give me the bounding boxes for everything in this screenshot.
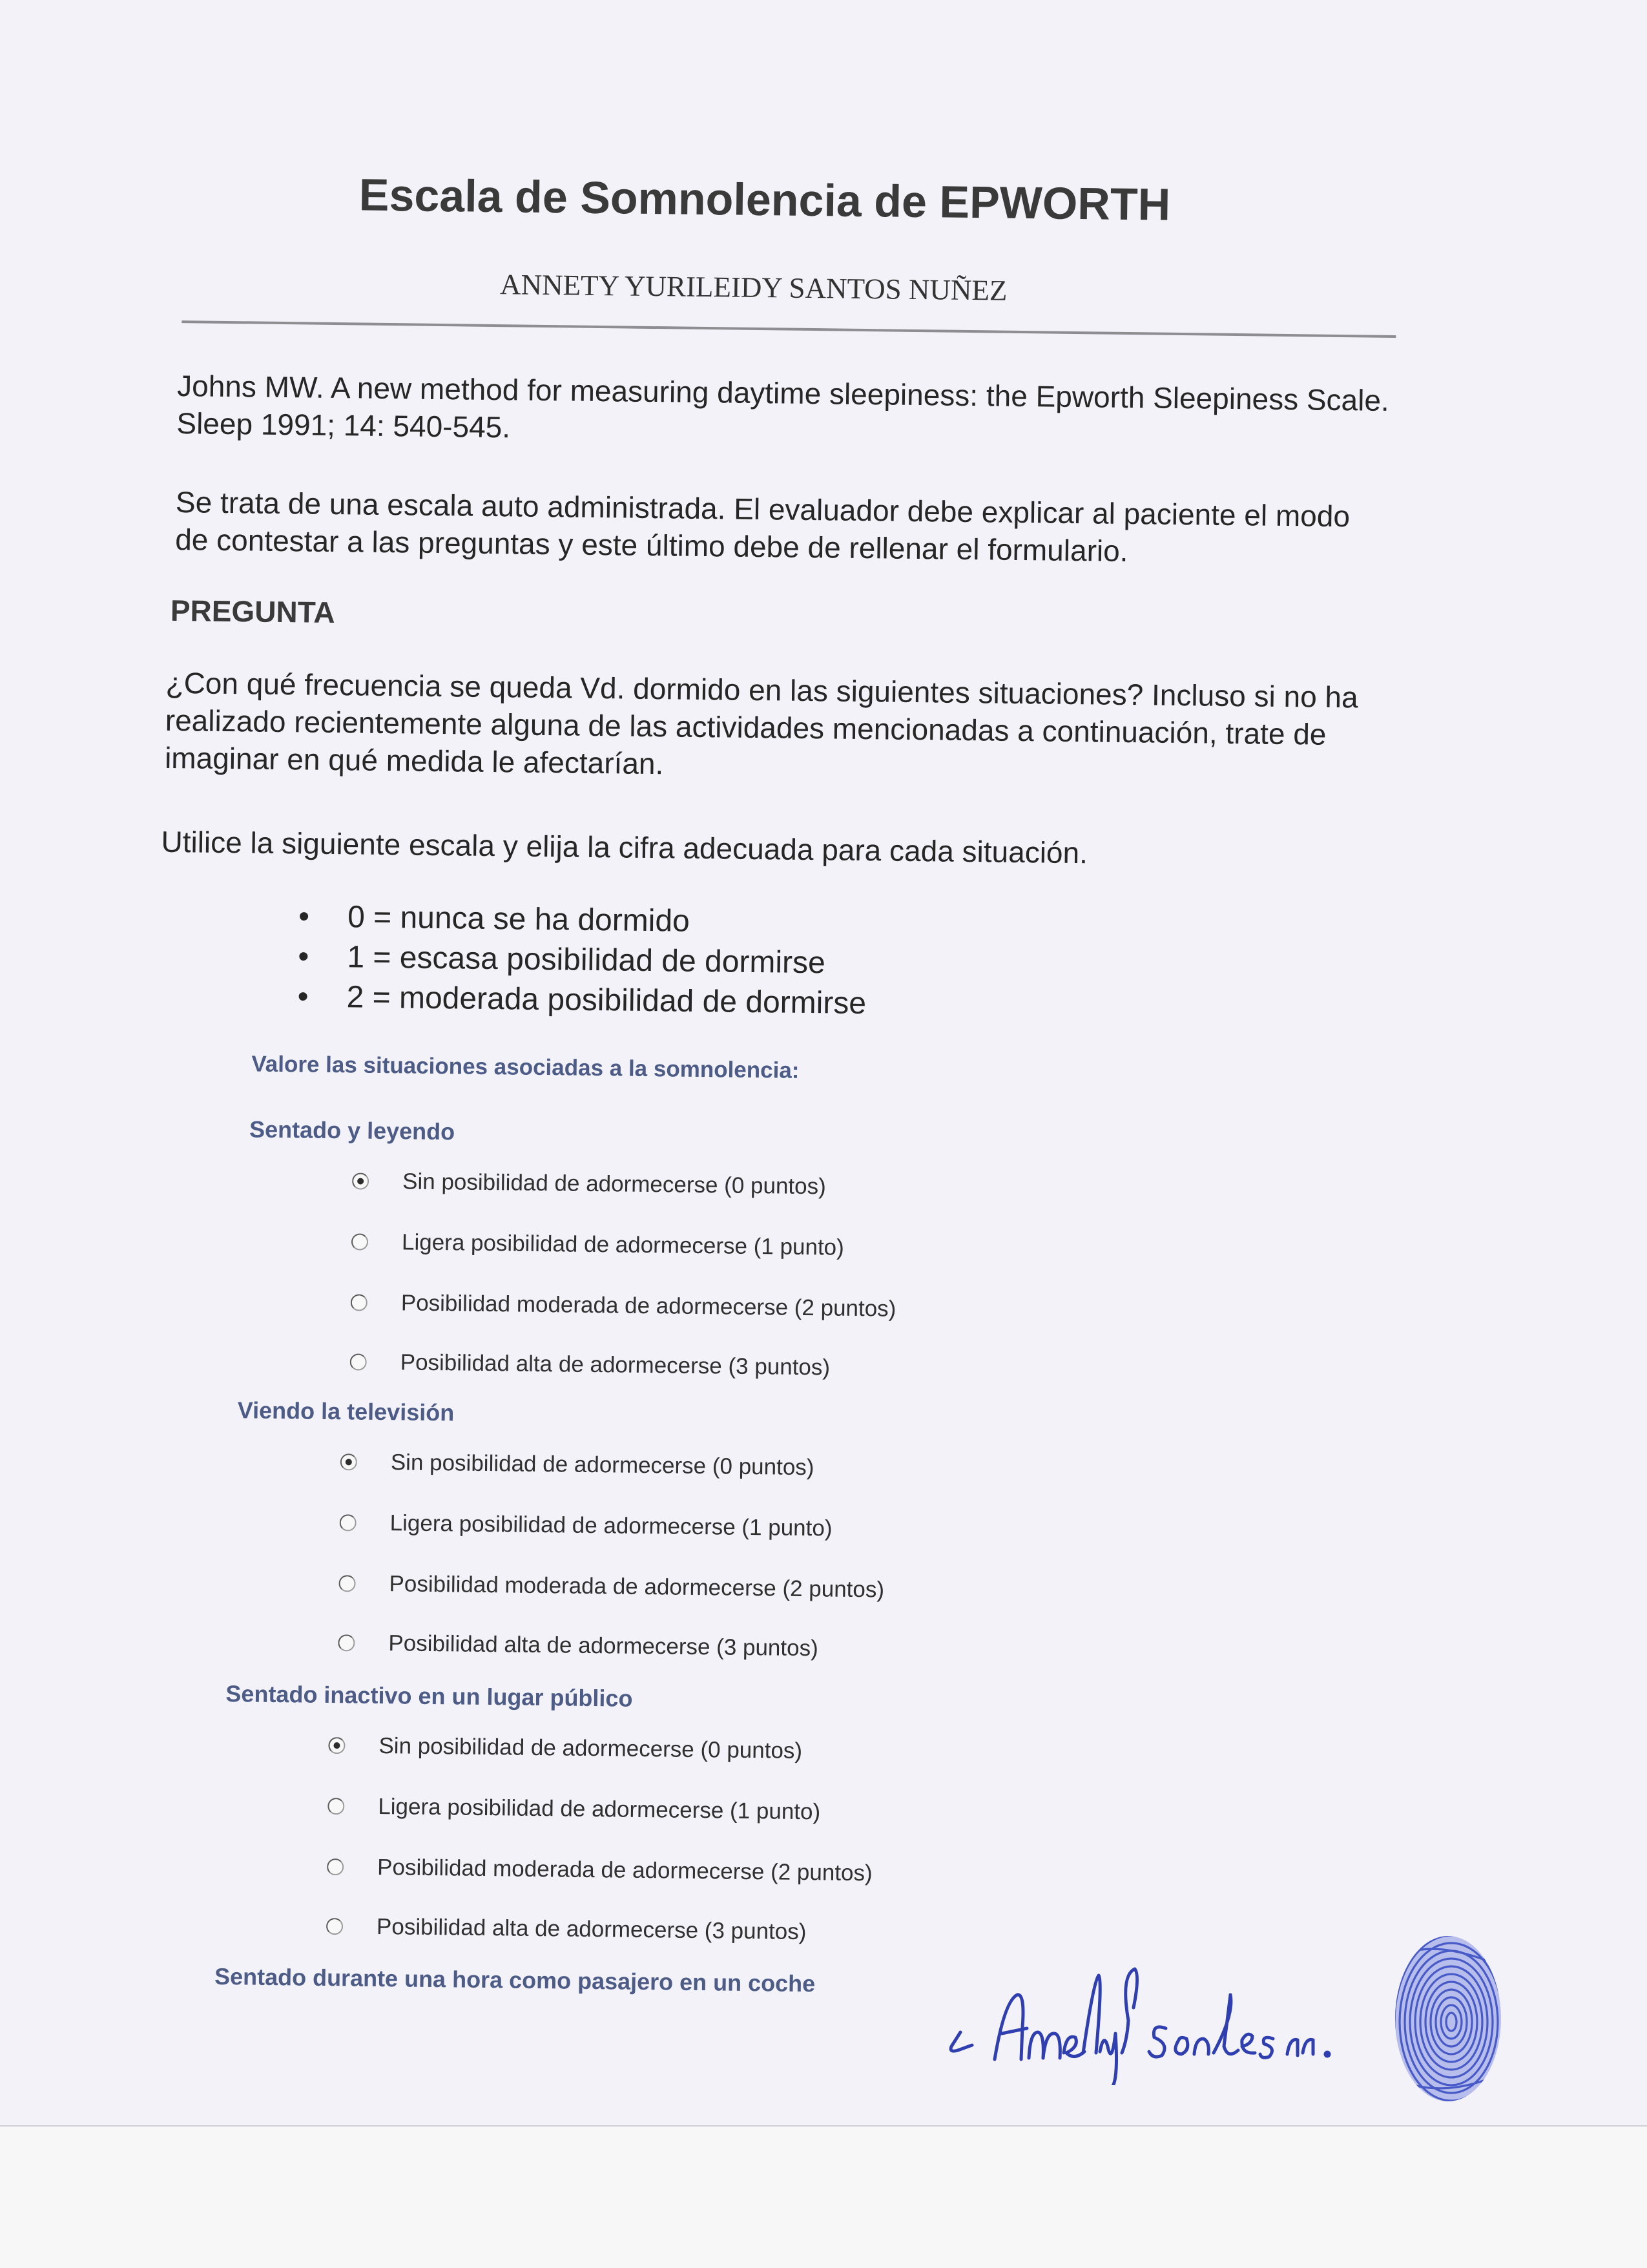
option-label: Posibilidad moderada de adormecerse (2 puntos) xyxy=(377,1854,873,1886)
citation-paragraph: Johns MW. A new method for measuring daytime sleepiness: the Epworth Sleepiness Scale. Sleep 1991; 14: 540-545. xyxy=(176,369,1390,444)
scale-item xyxy=(297,977,1073,1026)
situation-option[interactable] xyxy=(352,1165,826,1203)
question-paragraph: ¿Con qué frecuencia se queda Vd. dormido en las siguientes situaciones? Incluso si no ha realizado recientemente alguna de las actividades mencionadas a continuación, trate de imaginar en qué medida le afectarían. xyxy=(164,665,1358,781)
option-label: Ligera posibilidad de adormecerse (1 punto) xyxy=(378,1793,821,1825)
option-label: Posibilidad moderada de adormecerse (2 puntos) xyxy=(389,1571,885,1603)
situation-group-public-place xyxy=(225,1680,1195,1945)
radio-button[interactable] xyxy=(351,1233,368,1250)
radio-button[interactable] xyxy=(338,1575,355,1592)
situations-intro: Valore las situaciones asociadas a la somnolencia: xyxy=(251,1051,800,1083)
radio-button[interactable] xyxy=(338,1634,355,1651)
radio-button[interactable] xyxy=(350,1353,367,1370)
situation-option[interactable] xyxy=(351,1225,844,1264)
option-label: Posibilidad alta de adormecerse (3 puntos) xyxy=(400,1349,831,1380)
radio-button[interactable] xyxy=(326,1918,343,1935)
situation-option[interactable] xyxy=(327,1790,820,1828)
option-label: Posibilidad moderada de adormecerse (2 puntos) xyxy=(400,1290,896,1322)
scale-item-text: 2 = moderada posibilidad de dormirse xyxy=(346,980,867,1021)
situation-option[interactable] xyxy=(326,1910,807,1948)
situation-label: Sentado y leyendo xyxy=(249,1116,455,1145)
radio-button[interactable] xyxy=(327,1858,344,1875)
radio-button[interactable] xyxy=(351,1294,368,1311)
option-label: Ligera posibilidad de adormecerse (1 punto) xyxy=(401,1229,845,1260)
situation-label: Sentado inactivo en un lugar público xyxy=(225,1680,633,1712)
scale-item-text: 1 = escasa posibilidad de dormirse xyxy=(347,940,826,981)
bullet-icon: • xyxy=(297,979,309,1014)
situation-option[interactable] xyxy=(349,1346,830,1384)
situation-option[interactable] xyxy=(339,1506,832,1545)
patient-name: ANNETY YURILEIDY SANTOS NUÑEZ xyxy=(499,268,1008,307)
situation-option[interactable] xyxy=(328,1729,802,1767)
handwritten-signature xyxy=(946,1956,1385,2085)
intro-paragraph: Se trata de una escala auto administrada. El evaluador debe explicar al paciente el modo de contestar a las preguntas y este último debe de rellenar el formulario. xyxy=(174,484,1351,568)
title-divider xyxy=(181,320,1396,338)
situation-label: Viendo la televisión xyxy=(237,1397,455,1426)
document-title: Escala de Somnolencia de EPWORTH xyxy=(358,169,1171,230)
radio-button[interactable] xyxy=(328,1737,345,1754)
option-label: Posibilidad alta de adormecerse (3 puntos) xyxy=(388,1630,819,1661)
bullet-icon: • xyxy=(298,939,309,974)
scanner-background xyxy=(0,2125,1647,2268)
fingerprint xyxy=(1392,1931,1505,2106)
radio-button[interactable] xyxy=(352,1172,369,1189)
situation-group-reading xyxy=(249,1116,1218,1380)
option-label: Sin posibilidad de adormecerse (0 puntos) xyxy=(390,1450,814,1481)
situation-option[interactable] xyxy=(340,1446,814,1484)
radio-button[interactable] xyxy=(340,1453,357,1470)
scale-list xyxy=(297,897,1073,1026)
question-heading: PREGUNTA xyxy=(170,593,335,630)
radio-button[interactable] xyxy=(327,1798,344,1815)
situation-option[interactable] xyxy=(338,1567,884,1606)
situation-label: Sentado durante una hora como pasajero en un coche xyxy=(214,1962,816,1997)
option-label: Ligera posibilidad de adormecerse (1 punto) xyxy=(389,1510,833,1541)
option-label: Sin posibilidad de adormecerse (0 puntos) xyxy=(378,1732,803,1763)
radio-button[interactable] xyxy=(340,1514,357,1531)
option-label: Posibilidad alta de adormecerse (3 puntos) xyxy=(376,1913,807,1945)
situation-option[interactable] xyxy=(351,1286,896,1325)
situation-option[interactable] xyxy=(338,1627,818,1665)
scale-item-text: 0 = nunca se ha dormido xyxy=(347,900,690,939)
instruction-paragraph: Utilice la siguiente escala y elija la cifra adecuada para cada situación. xyxy=(161,824,1088,870)
situation-option[interactable] xyxy=(327,1851,873,1889)
situation-group-television xyxy=(237,1397,1207,1661)
bullet-icon: • xyxy=(298,899,310,934)
option-label: Sin posibilidad de adormecerse (0 puntos) xyxy=(402,1169,827,1200)
